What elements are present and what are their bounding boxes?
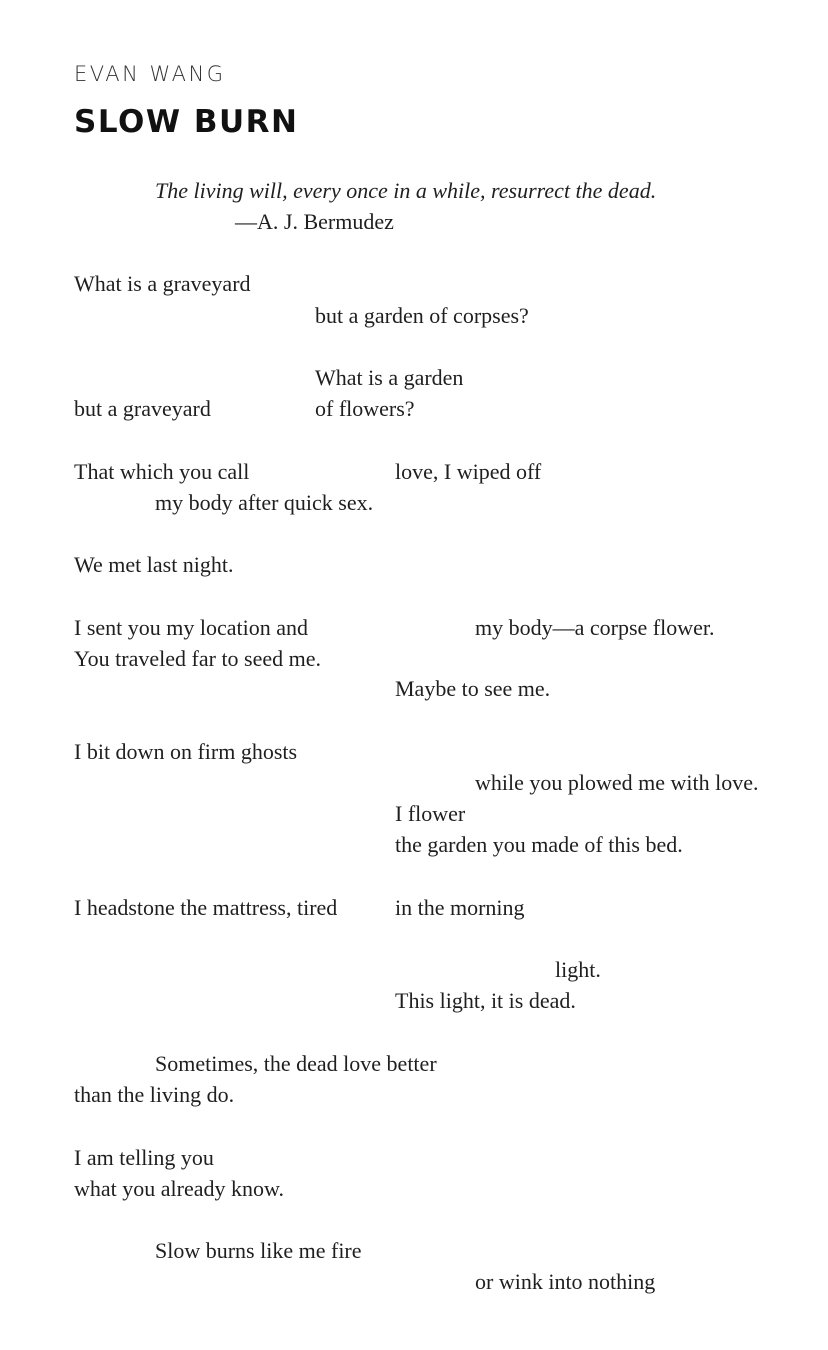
author-name: EVAN WANG bbox=[74, 62, 226, 86]
poem-line: We met last night. bbox=[74, 552, 234, 577]
poem-line: I am telling you bbox=[74, 1145, 214, 1170]
poem-line: I sent you my location and bbox=[74, 615, 309, 640]
poem-line: of flowers? bbox=[315, 396, 415, 421]
poem-line: Maybe to see me. bbox=[395, 676, 551, 701]
poem-line: but a garden of corpses? bbox=[315, 303, 529, 328]
poem-line: the garden you made of this bed. bbox=[395, 832, 683, 857]
poem-line: than the living do. bbox=[74, 1082, 235, 1107]
poem-title: SLOW BURN bbox=[74, 104, 299, 140]
poem-line: in the morning bbox=[395, 895, 525, 920]
poem-line: What is a graveyard bbox=[74, 271, 251, 296]
poem-line: or wink into nothing bbox=[475, 1269, 656, 1294]
poem-line: Sometimes, the dead love better bbox=[155, 1051, 437, 1076]
poem-line: but a graveyard bbox=[74, 396, 211, 421]
poem-line: love, I wiped off bbox=[395, 459, 542, 484]
epigraph-quote: The living will, every once in a while, resurrect the dead. bbox=[155, 178, 657, 203]
poem-line: light. bbox=[555, 957, 601, 982]
poem-line: I bit down on firm ghosts bbox=[74, 739, 298, 764]
poem-line: Slow burns like me fire bbox=[155, 1238, 362, 1263]
poem-line: while you plowed me with love. bbox=[475, 770, 759, 795]
epigraph-attribution: —A. J. Bermudez bbox=[235, 209, 394, 234]
poem-line: This light, it is dead. bbox=[395, 988, 576, 1013]
poem-line: my body after quick sex. bbox=[155, 490, 374, 515]
poem-line: I flower bbox=[395, 801, 466, 826]
poem-line: I headstone the mattress, tired bbox=[74, 895, 338, 920]
poem-line: That which you call bbox=[74, 459, 250, 484]
poem-line: What is a garden bbox=[315, 365, 464, 390]
poem-line: You traveled far to seed me. bbox=[74, 646, 322, 671]
poem-line: what you already know. bbox=[74, 1176, 284, 1201]
poem-line: my body—a corpse flower. bbox=[475, 615, 715, 640]
